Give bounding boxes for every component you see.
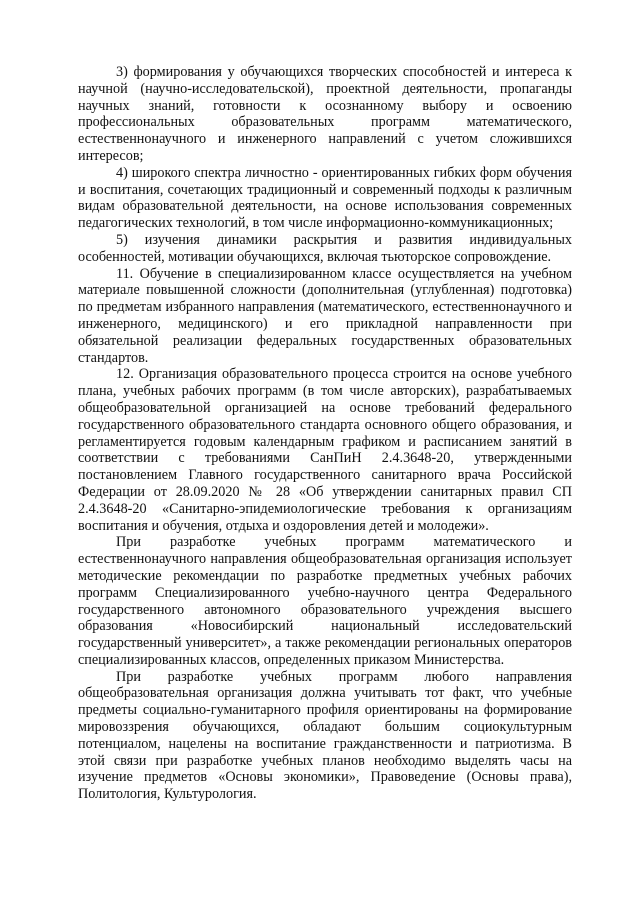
paragraph-clause-11: 11. Обучение в специализированном классе осуществляется на учебном материале повышенной сложности (дополнительная (углубленная) подготовка) по предметам избранного направления (математического, естественнонаучного и инженерного, медицинского) и его прикладной направленности при обязательной реализации федеральных государственных образовательных стандартов. xyxy=(78,265,572,366)
paragraph-clause-12: 12. Организация образовательного процесса строится на основе учебного плана, учебных рабочих программ (в том числе авторских), разрабатываемых общеобразовательной организацией на основе требований федерального государственного образовательного стандарта основного общего образования, и регламентируется годовым календарным графиком и расписанием занятий в соответствии с требованиями СанПиН 2.4.3648-20, утвержденными постановлением Главного государственного санитарного врача Российской Федерации от 28.09.2020 № 28 «Об утверждении санитарных правил СП 2.4.3648-20 «Санитарно-эпидемиологические требования к организациям воспитания и обучения, отдыха и оздоровления детей и молодежи». xyxy=(78,366,572,534)
document-page xyxy=(78,64,572,803)
paragraph-item-4: 4) широкого спектра личностно - ориентированных гибких форм обучения и воспитания, сочетающих традиционный и современный подходы к различным видам образовательной деятельности, на основе использования современных педагогических технологий, в том числе информационно-коммуникационных; xyxy=(78,164,572,232)
paragraph-item-3: 3) формирования у обучающихся творческих способностей и интереса к научной (научно-исследовательской), проектной деятельности, пропаганды научных знаний, готовности к осознанному выбору и освоению профессиональных образовательных программ математического, естественнонаучного и инженерного направлений с учетом сложившихся интересов; xyxy=(78,64,572,164)
paragraph-math-programs: При разработке учебных программ математического и естественнонаучного направления общеобразовательная организация использует методические рекомендации по разработке предметных учебных рабочих программ Специализированного учебно-научного центра Федерального государственного автономного образовательного учреждения высшего образования «Новосибирский национальный исследовательский государственный университет», а также рекомендации региональных операторов специализированных классов, определенных приказом Министерства. xyxy=(78,534,572,668)
paragraph-item-5: 5) изучения динамики раскрытия и развития индивидуальных особенностей, мотивации обучающихся, включая тьюторское сопровождение. xyxy=(78,231,572,265)
paragraph-any-programs: При разработке учебных программ любого направления общеобразовательная организация должна учитывать тот факт, что учебные предметы социально-гуманитарного профиля ориентированы на формирование мировоззрения обучающихся, обладают большим социокультурным потенциалом, нацелены на воспитание гражданственности и патриотизма. В этой связи при разработке учебных планов необходимо выделять часы на изучение предметов «Основы экономики», Правоведение (Основы права), Политология, Культурология. xyxy=(78,668,572,803)
